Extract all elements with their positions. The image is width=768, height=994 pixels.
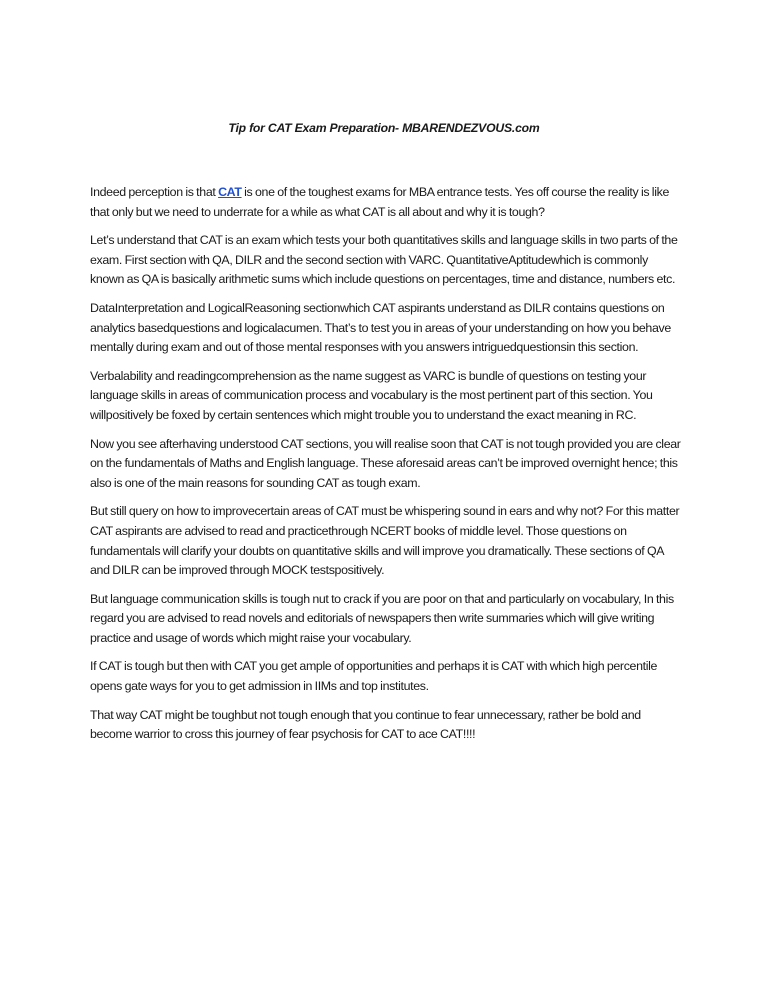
document-title: Tip for CAT Exam Preparation- MBARENDEZVOUS.com	[228, 121, 540, 135]
paragraph-exam-structure: Let’s understand that CAT is an exam which tests your both quantitatives skills and language skills in two parts of the exam. First section with QA, DILR and the second section with VARC. QuantitativeAptitudewhich is commonly known as QA is basically arithmetic sums which include questions on percentages, time and distance, numbers etc.	[90, 233, 678, 287]
paragraph-intro-before-link: Indeed perception is that	[90, 185, 219, 199]
paragraph-language-skills: But language communication skills is tough nut to crack if you are poor on that and particularly on vocabulary, In this regard you are advised to read novels and editorials of newspapers then write summaries which will give writing practice and usage of words which might raise your vocabulary.	[90, 591, 674, 645]
cat-link[interactable]: CAT	[218, 185, 242, 199]
document-body	[90, 183, 682, 754]
paragraph-intro	[90, 183, 682, 222]
paragraph-intro-after-link: is one of the toughest exams for MBA entrance tests. Yes off course the reality is like that only but we need to underrate for a while as what CAT is all about and why it is tough?	[90, 185, 669, 219]
paragraph-varc: Verbalability and readingcomprehension as the name suggest as VARC is bundle of questions on testing your language skills in areas of communication process and vocabulary is the most pertinent part of this section. You willpositively be foxed by certain sentences which might trouble you to understand the exact meaning in RC.	[90, 368, 653, 422]
paragraph-conclusion: That way CAT might be toughbut not tough enough that you continue to fear unnecessary, rather be bold and become warrior to cross this journey of fear psychosis for CAT to ace CAT!!!!	[90, 707, 641, 742]
paragraph-improvement: But still query on how to improvecertain areas of CAT must be whispering sound in ears and why not? For this matter CAT aspirants are advised to read and practicethrough NCERT books of middle level. Those questions on fundamentals will clarify your doubts on quantitative skills and will improve you dramatically. These sections of QA and DILR can be improved through MOCK testspositively.	[90, 504, 680, 578]
paragraph-opportunities: If CAT is tough but then with CAT you get ample of opportunities and perhaps it is CAT with which high percentile opens gate ways for you to get admission in IIMs and top institutes.	[90, 659, 658, 694]
paragraph-dilr: DataInterpretation and LogicalReasoning sectionwhich CAT aspirants understand as DILR contains questions on analytics basedquestions and logicalacumen. That’s to test you in areas of your understanding on how you behave mentally during exam and out of those mental responses with you answers intriguedquestionsin this section.	[90, 300, 671, 355]
paragraph-fundamentals: Now you see afterhaving understood CAT sections, you will realise soon that CAT is not tough provided you are clear on the fundamentals of Maths and English language. These aforesaid areas can’t be improved overnight hence; this also is one of the main reasons for sounding CAT as tough exam.	[90, 436, 681, 490]
